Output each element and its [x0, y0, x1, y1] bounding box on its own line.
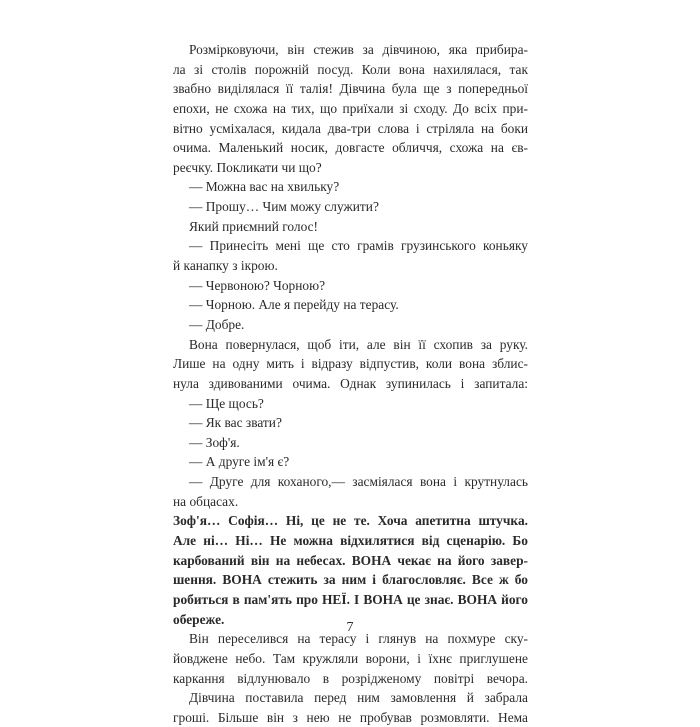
text-line: — Червоною? Чорною?: [189, 277, 326, 293]
text-line: Зоф'я… Софія… Ні, це не те. Хоча апетитна штучка.: [173, 513, 528, 529]
text-line: — Прошу… Чим можу служити?: [189, 199, 379, 215]
text-line: — Принесіть мені ще сто грамів грузинського коньяку: [189, 238, 528, 254]
text-line: звабно виділялася її талія! Дівчина була ще з попередньої: [173, 81, 528, 97]
text-line: — Як вас звати?: [189, 415, 282, 431]
text-line: гроші. Більше він з нею не пробував розмовляти. Нема: [173, 709, 528, 725]
text-line: й канапку з ікрою.: [173, 258, 278, 274]
text-line: — Чорною. Але я перейду на терасу.: [189, 297, 399, 313]
text-line: епохи, не схожа на тих, що приїхали зі сходу. До всіх при-: [173, 100, 528, 116]
text-line: — Можна вас на хвильку?: [189, 179, 340, 195]
text-line: обереже.: [173, 611, 225, 627]
text-line: — Добре.: [189, 316, 245, 332]
text-line: Він переселився на терасу і глянув на похмуре ску-: [189, 631, 528, 647]
text-line: Дівчина поставила перед ним замовлення й забрала: [189, 690, 528, 706]
text-line: шення. ВОНА стежить за ним і благословляє. Все ж бо: [173, 572, 528, 588]
text-line: Вона повернулася, щоб іти, але він її схопив за руку.: [189, 336, 528, 352]
text-line: Лише на одну мить і відразу відпустив, коли вона зблис-: [173, 356, 528, 372]
text-line: — Ще щось?: [189, 395, 264, 411]
text-line: йовджене небо. Там кружляли ворони, і їхнє приглушене: [173, 650, 528, 666]
text-line: — Друге для коханого,— засміялася вона і крутнулась: [189, 474, 528, 490]
text-line: Який приємний голос!: [189, 218, 319, 234]
text-line: вітно усміхалася, кидала два-три слова і стріляла на боки: [173, 120, 528, 136]
text-line: нула здивованими очима. Однак зупинилась і запитала:: [173, 375, 528, 391]
text-line: на обцасах.: [173, 493, 239, 509]
text-line: очима. Маленький носик, довгасте обличчя, схожа на єв-: [173, 140, 528, 156]
text-line: каркання відлунювало в розрідженому повітрі вечора.: [173, 670, 528, 686]
text-line: Але ні… Ні… Не можна відхилятися від сценарію. Бо: [173, 533, 528, 549]
text-line: Розмірковуючи, він стежив за дівчиною, яка прибира-: [189, 42, 528, 57]
text-line: — А друге ім'я є?: [189, 454, 290, 470]
text-line: карбований він на небесах. ВОНА чекає на його завер-: [173, 552, 528, 568]
text-line: ла зі столів порожній посуд. Коли вона нахилялася, так: [173, 61, 528, 77]
page-number: 7: [346, 620, 354, 635]
text-line: реєчку. Покликати чи що?: [173, 159, 322, 175]
text-line: — Зоф'я.: [189, 434, 240, 450]
text-line: робиться в пам'ять про НЕЇ. І ВОНА це знає. ВОНА його: [173, 591, 528, 607]
